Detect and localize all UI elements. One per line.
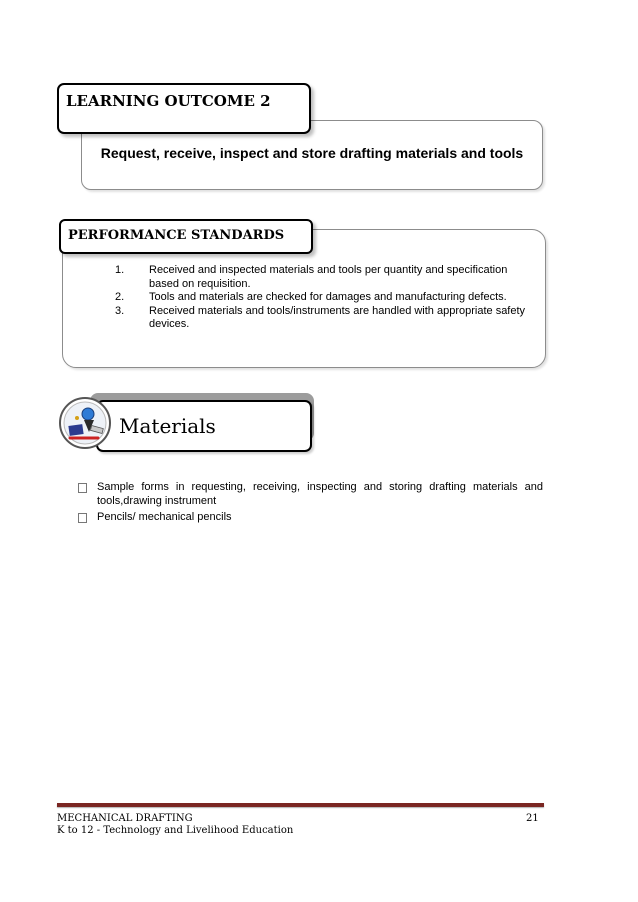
bullet-box-icon <box>78 513 87 523</box>
list-item <box>78 481 543 508</box>
list-item-text: Pencils/ mechanical pencils <box>97 511 232 523</box>
list-item-text: Received materials and tools/instruments are handled with appropriate safety devices. <box>149 304 526 330</box>
list-item-text: Tools and materials are checked for damages and manufacturing defects. <box>149 291 507 303</box>
materials-heading-box <box>96 400 312 452</box>
list-item-text: Sample forms in requesting, receiving, inspecting and storing drafting materials and tools,drawing instrument <box>97 481 543 507</box>
list-item-text: Received and inspected materials and tools per quantity and specification based on requisition. <box>149 264 508 290</box>
list-item-number: 2. <box>115 291 125 303</box>
list-item-number: 1. <box>115 264 125 276</box>
list-item <box>115 264 535 291</box>
list-item <box>115 291 535 305</box>
footer-program: K to 12 - Technology and Livelihood Education <box>57 825 294 836</box>
materials-heading: Materials <box>119 414 216 438</box>
learning-outcome-text: Request, receive, inspect and store drafting materials and tools <box>100 145 524 161</box>
footer-divider <box>57 803 544 807</box>
learning-outcome-heading-box <box>57 83 311 134</box>
list-item-number: 3. <box>115 304 125 317</box>
bullet-box-icon <box>78 483 87 493</box>
footer-subject: MECHANICAL DRAFTING <box>57 813 193 824</box>
materials-list <box>78 481 543 528</box>
list-item <box>78 511 543 525</box>
performance-standards-heading-box <box>59 219 313 254</box>
list-item <box>115 305 535 332</box>
performance-standards-list <box>115 264 535 332</box>
page-number: 21 <box>526 813 539 824</box>
performance-standards-heading: PERFORMANCE STANDARDS <box>68 228 285 243</box>
learning-outcome-heading: LEARNING OUTCOME 2 <box>66 92 271 110</box>
drafting-tools-icon <box>58 396 112 450</box>
